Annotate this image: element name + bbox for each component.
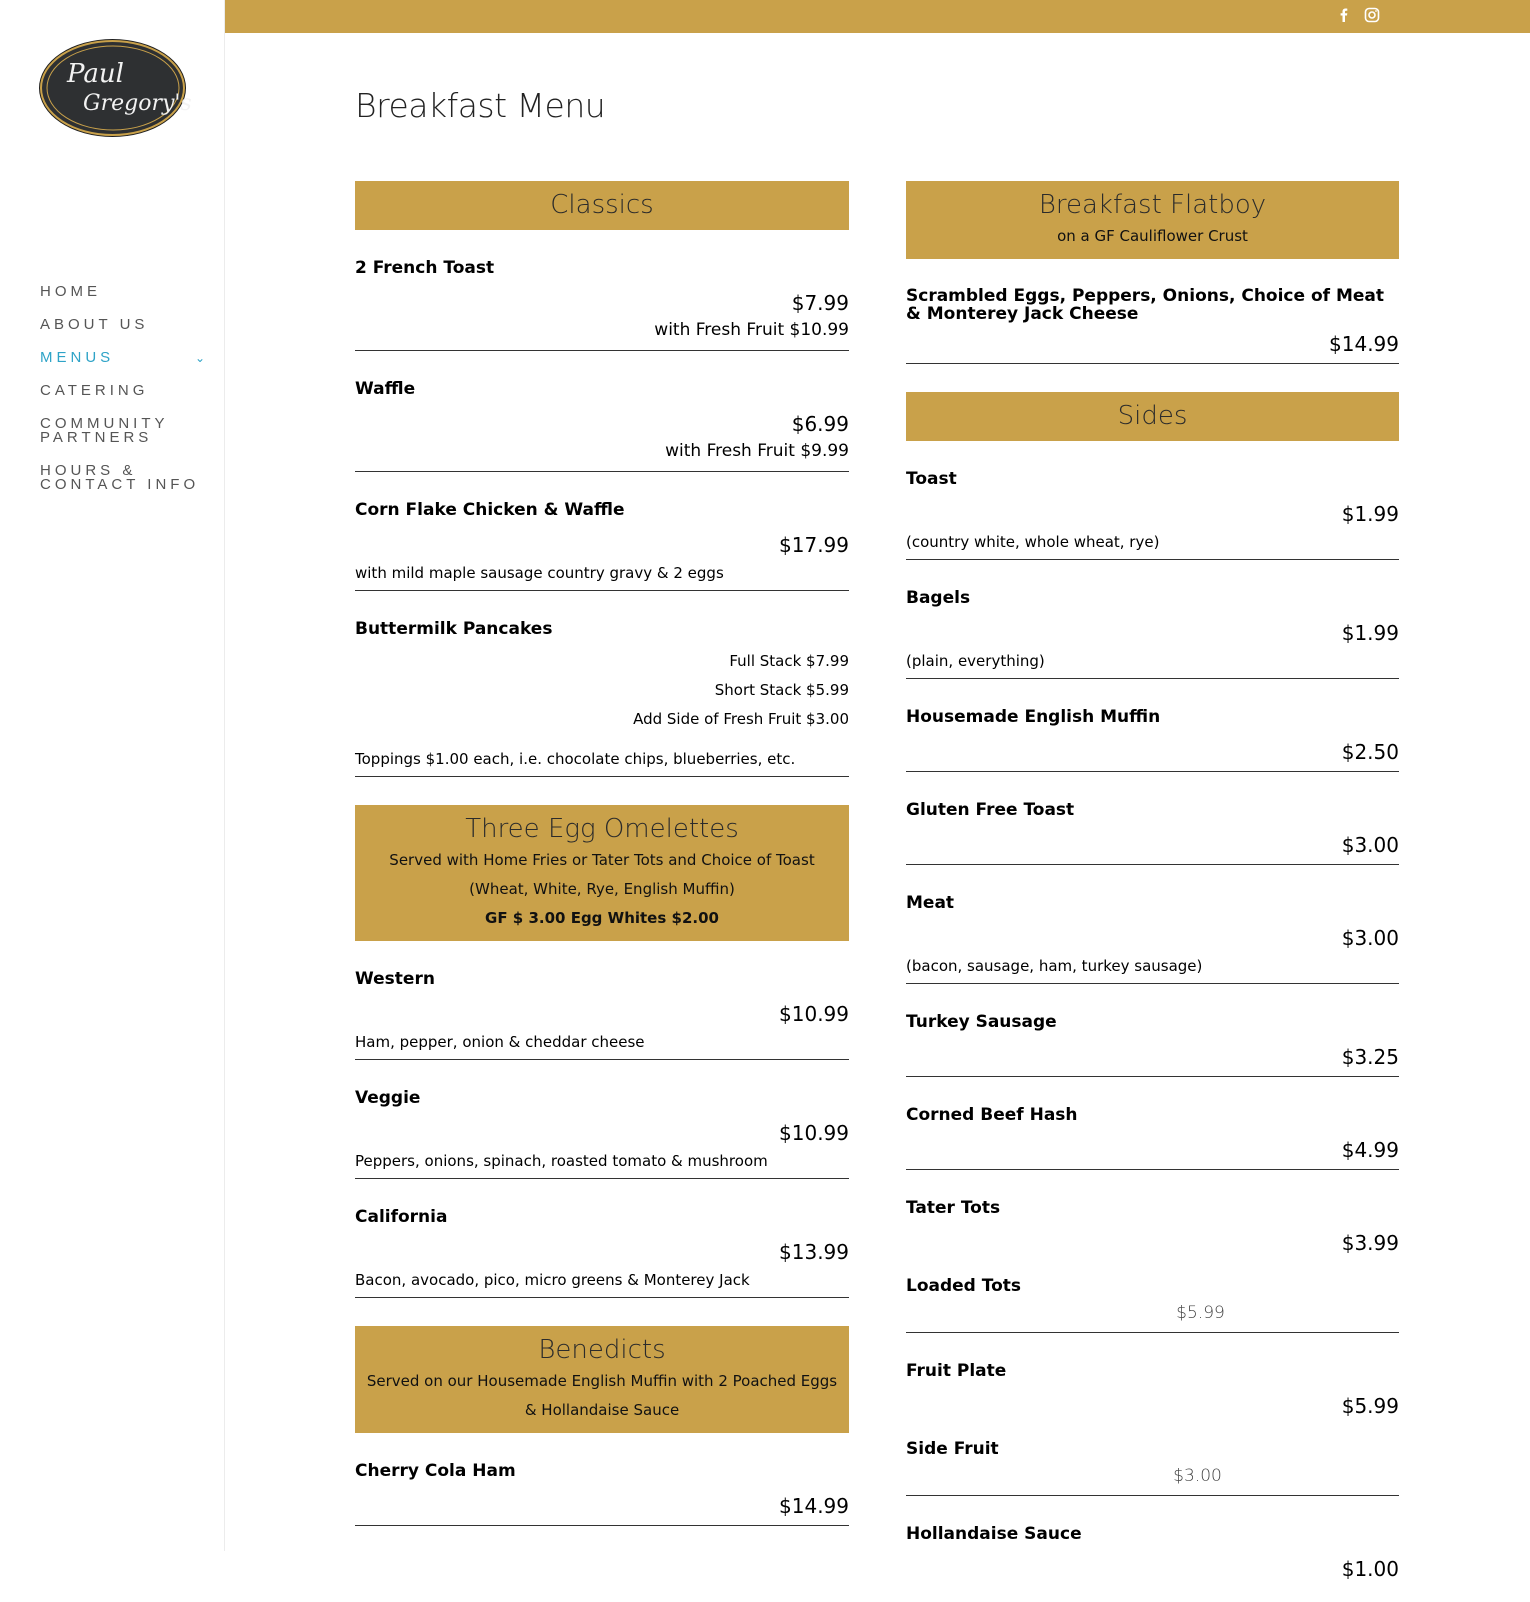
section-header-benedicts [355,1326,849,1433]
item-price: $5.99 [1341,1394,1399,1418]
top-bar [225,0,1530,33]
item-desc: (bacon, sausage, ham, turkey sausage) [906,957,1203,975]
section-subtitle: GF $ 3.00 Egg Whites $2.00 [485,909,719,927]
item-name: 2 French Toast [355,258,495,278]
item-name: Hollandaise Sauce [906,1524,1082,1544]
nav-item-menus[interactable] [40,351,215,365]
menu-item-western [355,969,849,1060]
item-name: Waffle [355,379,416,399]
item-price: $1.99 [1341,621,1399,645]
item-name: Gluten Free Toast [906,800,1075,820]
menu-item-loaded-tots [906,1276,1399,1333]
item-name: Veggie [355,1088,421,1108]
item-price: $3.00 [1341,833,1399,857]
item-price: $14.99 [779,1494,849,1518]
logo[interactable] [40,40,192,136]
nav-item-community-partners[interactable] [40,417,190,445]
item-option: Short Stack $5.99 [714,681,849,699]
item-price: $5.99 [1176,1303,1225,1323]
item-desc: Ham, pepper, onion & cheddar cheese [355,1033,645,1051]
menu-item-side-fruit [906,1439,1399,1496]
item-name: Housemade English Muffin [906,707,1161,727]
menu-item-french-toast [355,258,849,351]
item-price: $17.99 [779,533,849,557]
item-price: $14.99 [1329,332,1399,356]
main-nav [40,285,215,511]
item-price: $3.00 [1341,926,1399,950]
section-subtitle: & Hollandaise Sauce [524,1401,680,1419]
menu-item-cornflake-chicken [355,500,849,591]
item-price: $7.99 [791,291,849,315]
nav-item-about-us[interactable] [40,318,215,332]
section-title: Benedicts [538,1335,666,1365]
item-desc: (country white, whole wheat, rye) [906,533,1160,551]
item-price: $2.50 [1341,740,1399,764]
item-price: $4.99 [1341,1138,1399,1162]
item-name: Fruit Plate [906,1361,1007,1381]
menu-column-right [906,181,1399,1602]
instagram-icon[interactable] [1363,6,1381,24]
nav-label: ABOUT US [40,316,149,333]
item-price-extra: with Fresh Fruit $10.99 [654,320,849,340]
menu-item-veggie [355,1088,849,1179]
item-desc: Bacon, avocado, pico, micro greens & Monterey Jack [355,1271,750,1289]
section-header-omelettes [355,805,849,941]
item-name: Side Fruit [906,1439,999,1459]
section-title: Sides [1117,401,1188,431]
nav-label: MENUS [40,349,115,366]
section-header-flatboy [906,181,1399,259]
menu-item-waffle [355,379,849,472]
section-header-classics [355,181,849,230]
item-name: Scrambled Eggs, Peppers, Onions, Choice of Meat & Monterey Jack Cheese [906,286,1384,324]
section-subtitle: (Wheat, White, Rye, English Muffin) [469,880,735,898]
item-name: Tater Tots [906,1198,1001,1218]
sidebar [0,0,225,1551]
menu-item-gluten-free-toast [906,800,1399,865]
item-desc: with mild maple sausage country gravy & 2 eggs [355,564,724,582]
logo-mark [43,42,192,134]
menu-item-hollandaise [906,1524,1399,1588]
nav-label: CATERING [40,382,149,399]
section-subtitle: Served with Home Fries or Tater Tots and Choice of Toast [389,851,815,869]
item-name: Cherry Cola Ham [355,1461,516,1481]
logo-text-1: Paul [66,59,124,89]
nav-label: HOURS & CONTACT INFO [40,462,200,493]
item-name: California [355,1207,448,1227]
item-price: $1.00 [1341,1557,1399,1581]
menu-item-corned-beef-hash [906,1105,1399,1170]
facebook-icon[interactable] [1335,6,1353,24]
menu-item-cherry-cola-ham [355,1461,849,1526]
menu-item-california [355,1207,849,1298]
section-title: Three Egg Omelettes [465,814,739,844]
item-name: Meat [906,893,955,913]
section-title: Classics [550,190,654,220]
menu-item-bagels [906,588,1399,679]
section-subtitle: on a GF Cauliflower Crust [1057,227,1248,245]
menu-item-english-muffin [906,707,1399,772]
item-name: Loaded Tots [906,1276,1022,1296]
item-option: Full Stack $7.99 [729,652,849,670]
item-name: Bagels [906,588,971,608]
nav-item-catering[interactable] [40,384,215,398]
item-price: $13.99 [779,1240,849,1264]
item-name: Corned Beef Hash [906,1105,1078,1125]
item-name: Corn Flake Chicken & Waffle [355,500,625,520]
item-price: $3.25 [1341,1045,1399,1069]
page-title: Breakfast Menu [355,86,606,125]
section-subtitle: Served on our Housemade English Muffin with 2 Poached Eggs [366,1372,838,1390]
item-price: $1.99 [1341,502,1399,526]
menu-item-meat [906,893,1399,984]
item-price: $3.00 [1173,1466,1222,1486]
item-name: Buttermilk Pancakes [355,619,553,639]
item-price: $10.99 [779,1002,849,1026]
item-price-extra: with Fresh Fruit $9.99 [665,441,849,461]
item-name: Toast [906,469,957,489]
nav-item-home[interactable] [40,285,215,299]
menu-item-toast [906,469,1399,560]
menu-item-pancakes [355,619,849,777]
item-option: Add Side of Fresh Fruit $3.00 [633,710,849,728]
nav-item-hours-contact[interactable] [40,464,200,492]
section-header-sides [906,392,1399,441]
menu-item-turkey-sausage [906,1012,1399,1077]
section-title: Breakfast Flatboy [1038,190,1267,220]
logo-text-2: Gregory's [82,91,192,116]
menu-item-tater-tots [906,1198,1399,1262]
item-desc: Peppers, onions, spinach, roasted tomato & mushroom [355,1152,768,1170]
chevron-down-icon[interactable]: ⌄ [194,351,205,365]
item-price: $6.99 [791,412,849,436]
item-price: $10.99 [779,1121,849,1145]
menu-item-fruit-plate [906,1361,1399,1425]
menu-column-left [355,181,849,1554]
item-name: Turkey Sausage [906,1012,1057,1032]
item-desc: (plain, everything) [906,652,1045,670]
nav-label: COMMUNITY PARTNERS [40,415,169,446]
item-name: Western [355,969,435,989]
item-price: $3.99 [1341,1231,1399,1255]
menu-item-flatboy [906,287,1399,364]
item-desc: Toppings $1.00 each, i.e. chocolate chips, blueberries, etc. [355,750,796,768]
nav-label: HOME [40,283,101,300]
